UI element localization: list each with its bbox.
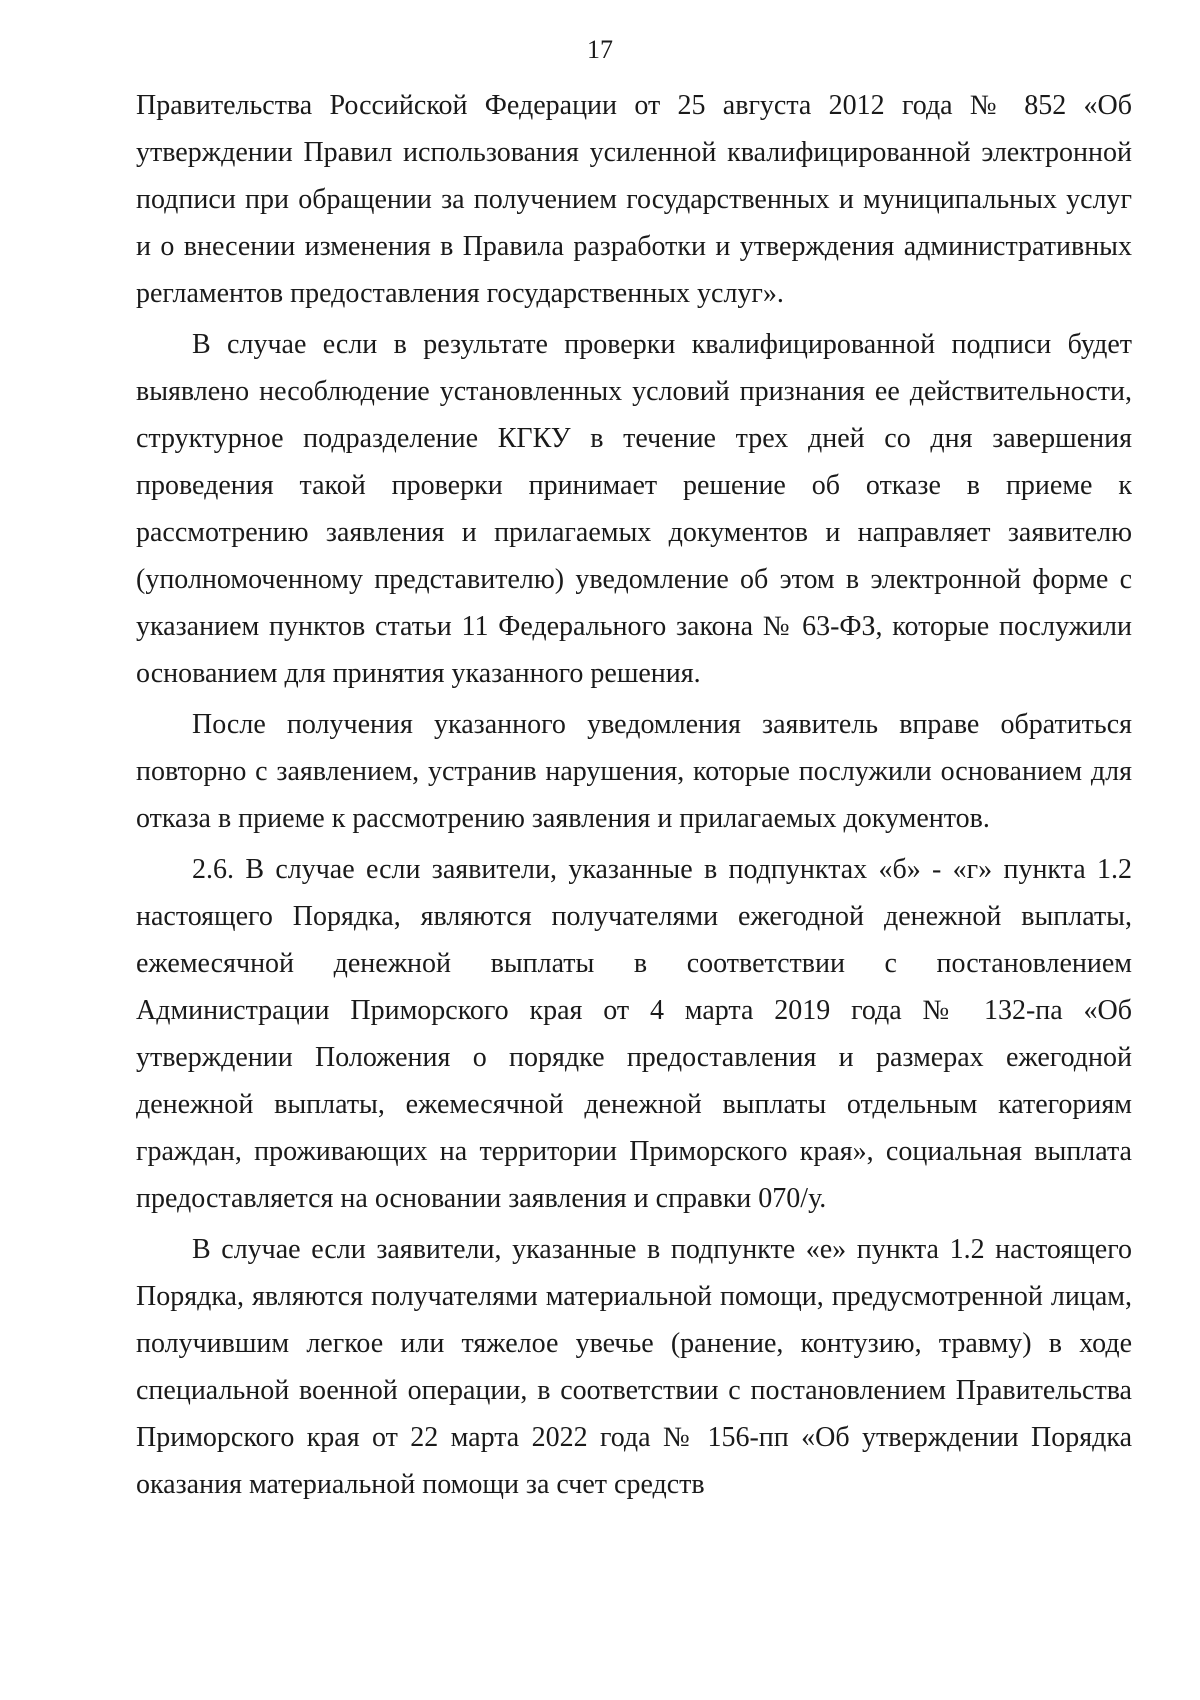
paragraph-2: В случае если в результате проверки квалифицированной подписи будет выявлено несоблюдение установленных условий признания ее действительности, структурное подразделение КГКУ в течение трех дней со дня завершения проведения такой проверки принимает решение об отказе в приеме к рассмотрению заявления и прилагаемых документов и направляет заявителю (уполномоченному представителю) уведомление об этом в электронной форме с указанием пунктов статьи 11 Федерального закона № 63-ФЗ, которые послужили основанием для принятия указанного решения.: [136, 329, 1132, 689]
page-number: 17: [587, 35, 613, 64]
paragraph-4: 2.6. В случае если заявители, указанные в подпунктах «б» - «г» пункта 1.2 настоящего Порядка, являются получателями ежегодной денежной выплаты, ежемесячной денежной выплаты в соответствии с постановлением Администрации Приморского края от 4 марта 2019 года № 132-па «Об утверждении Положения о порядке предоставления и размерах ежегодной денежной выплаты, ежемесячной денежной выплаты отдельным категориям граждан, проживающих на территории Приморского края», социальная выплата предоставляется на основании заявления и справки 070/у.: [136, 854, 1132, 1214]
paragraph-1: Правительства Российской Федерации от 25 августа 2012 года № 852 «Об утверждении Правил использования усиленной квалифицированной электронной подписи при обращении за получением государственных и муниципальных услуг и о внесении изменения в Правила разработки и утверждения административных регламентов предоставления государственных услуг».: [136, 90, 1132, 309]
paragraph-5: В случае если заявители, указанные в подпункте «е» пункта 1.2 настоящего Порядка, являются получателями материальной помощи, предусмотренной лицам, получившим легкое или тяжелое увечье (ранение, контузию, травму) в ходе специальной военной операции, в соответствии с постановлением Правительства Приморского края от 22 марта 2022 года № 156-пп «Об утверждении Порядка оказания материальной помощи за счет средств: [136, 1234, 1132, 1500]
document-body: [136, 82, 1132, 1512]
paragraph-3: После получения указанного уведомления заявитель вправе обратиться повторно с заявлением, устранив нарушения, которые послужили основанием для отказа в приеме к рассмотрению заявления и прилагаемых документов.: [136, 709, 1132, 834]
